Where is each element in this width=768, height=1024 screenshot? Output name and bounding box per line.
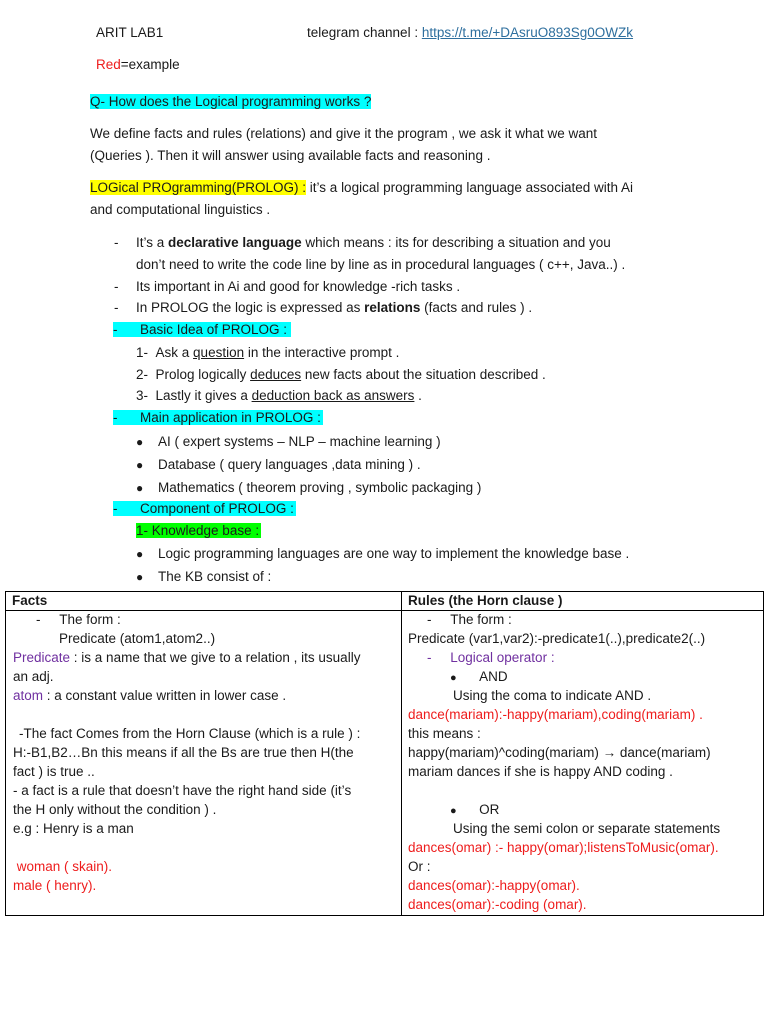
predicate-word: Predicate: [13, 650, 71, 665]
main-app-heading: - Main application in PROLOG :: [113, 410, 321, 425]
app-item-database: Database ( query languages ,data mining ) .: [158, 457, 421, 472]
logical-operator-label: Logical operator :: [450, 650, 555, 665]
intro-line-2: (Queries ). Then it will answer using available facts and reasoning .: [90, 148, 491, 163]
item-text: in the interactive prompt .: [244, 345, 400, 360]
lab-title: ARIT LAB1: [96, 25, 164, 40]
logical-operator-line: - Logical operator :: [427, 650, 555, 665]
dash-bullet: -: [114, 279, 119, 294]
basic-idea-label: Basic Idea of PROLOG :: [140, 322, 288, 337]
intro-line-1: We define facts and rules (relations) and give it the program , we ask it what we want: [90, 126, 597, 141]
component-heading: - Component of PROLOG :: [113, 501, 294, 516]
or-line: [450, 802, 499, 817]
facts-example-2: male ( henry).: [13, 878, 97, 893]
bullet-bold: declarative language: [168, 235, 302, 250]
facts-form-label: The form :: [59, 612, 121, 627]
rules-cell: [402, 611, 764, 916]
item-text: .: [414, 388, 422, 403]
kb-item-2: The KB consist of :: [158, 569, 272, 584]
facts-content: [6, 611, 401, 915]
telegram-label: [307, 25, 633, 40]
bullet-dot: ●: [136, 458, 144, 472]
and-line: [450, 669, 508, 684]
rules-header: Rules (the Horn clause ): [408, 593, 563, 608]
bullet-dot: ●: [136, 547, 144, 561]
question-heading: Q- How does the Logical programming works ?: [90, 94, 372, 109]
bullet-text: (facts and rules ) .: [420, 300, 533, 315]
basic-idea-heading: - Basic Idea of PROLOG :: [113, 322, 291, 337]
facts-horn-5: the H only without the condition ) .: [13, 802, 217, 817]
item-underlined: question: [193, 345, 245, 360]
bullet-dot: ●: [450, 672, 457, 684]
facts-form-line: - The form :: [36, 612, 121, 627]
facts-form: Predicate (atom1,atom2..): [59, 631, 216, 646]
telegram-label-text: telegram channel :: [307, 25, 422, 40]
dash-bullet: -: [114, 300, 119, 315]
and-example: dance(mariam):-happy(mariam),coding(mariam) .: [408, 707, 703, 722]
facts-header-cell: [6, 592, 402, 611]
prolog-definition-line2: and computational linguistics .: [90, 202, 271, 217]
means-formula: [408, 745, 711, 760]
item-text: Prolog logically: [155, 367, 251, 382]
item-number: 1-: [136, 345, 149, 360]
means-formula-left: happy(mariam)^coding(mariam): [408, 745, 603, 760]
or-desc: Using the semi colon or separate statements: [453, 821, 721, 836]
predicate-desc: : is a name that we give to a relation , its usually: [70, 650, 361, 665]
prolog-definition-text: it’s a logical programming language associated with Ai: [306, 180, 633, 195]
main-app-label: Main application in PROLOG :: [140, 410, 321, 425]
or-example-2: dances(omar):-happy(omar).: [408, 878, 580, 893]
basic-item-1: [136, 345, 399, 360]
rules-content: [402, 611, 763, 915]
prolog-definition-term: LOGical PROgramming(PROLOG) :: [90, 180, 307, 195]
rules-form-line: - The form :: [427, 612, 512, 627]
prolog-definition: [90, 180, 633, 195]
facts-horn-2: H:-B1,B2…Bn this means if all the Bs are true then H(the: [13, 745, 354, 760]
bullet-dot: ●: [136, 570, 144, 584]
legend-rest: =example: [120, 57, 180, 72]
component-label: Component of PROLOG :: [140, 501, 294, 516]
item-number: 2-: [136, 367, 149, 382]
facts-atom-line: [13, 688, 286, 703]
facts-horn-4: - a fact is a rule that doesn’t have the right hand side (it’s: [13, 783, 352, 798]
telegram-link[interactable]: https://t.me/+DAsruO893Sg0OWZk: [421, 25, 634, 40]
or-example-3: dances(omar):-coding (omar).: [408, 897, 587, 912]
facts-example-label: e.g : Henry is a man: [13, 821, 134, 836]
facts-horn-3: fact ) is true ..: [13, 764, 95, 779]
item-underlined: deduction back as answers: [251, 388, 415, 403]
bullet-text: In PROLOG the logic is expressed as: [136, 300, 365, 315]
facts-example-1: woman ( skain).: [13, 859, 113, 874]
dash-bullet: -: [114, 235, 119, 250]
bullet-text: It’s a: [136, 235, 169, 250]
and-label: AND: [479, 669, 508, 684]
basic-item-3: [136, 388, 422, 403]
atom-desc: : a constant value written in lower case .: [43, 688, 287, 703]
bullet-dot: ●: [136, 435, 144, 449]
atom-word: atom: [13, 688, 44, 703]
facts-horn-1: -The fact Comes from the Horn Clause (which is a rule ) :: [19, 726, 361, 741]
means-label: this means :: [408, 726, 481, 741]
app-item-math: Mathematics ( theorem proving , symbolic packaging ): [158, 480, 482, 495]
kb-item-1: Logic programming languages are one way to implement the knowledge base .: [158, 546, 630, 561]
or-label: OR: [479, 802, 500, 817]
item-text: new facts about the situation described .: [301, 367, 546, 382]
item-number: 3-: [136, 388, 149, 403]
bullet-declarative: [136, 235, 611, 250]
means-text: mariam dances if she is happy AND coding .: [408, 764, 673, 779]
facts-predicate-line2: an adj.: [13, 669, 54, 684]
bullet-dot: ●: [450, 805, 457, 817]
item-text: Lastly it gives a: [155, 388, 252, 403]
item-text: Ask a: [155, 345, 194, 360]
bullet-important: Its important in Ai and good for knowledge -rich tasks .: [136, 279, 461, 294]
facts-rules-table: [5, 591, 764, 916]
legend-red-word: Red: [96, 57, 121, 72]
knowledge-base-heading: 1- Knowledge base :: [136, 523, 260, 538]
facts-predicate-line: [13, 650, 360, 665]
facts-header: Facts: [12, 593, 48, 608]
bullet-dot: ●: [136, 481, 144, 495]
bullet-text: which means : its for describing a situation and you: [301, 235, 611, 250]
bullet-declarative-line2: don’t need to write the code line by line as in procedural languages ( c++, Java..) .: [136, 257, 626, 272]
or-word: Or :: [408, 859, 431, 874]
app-item-ai: AI ( expert systems – NLP – machine learning ): [158, 434, 441, 449]
facts-cell: [6, 611, 402, 916]
means-formula-right: dance(mariam): [616, 745, 711, 760]
or-example: dances(omar) :- happy(omar);listensToMusic(omar).: [408, 840, 719, 855]
bullet-relations: [136, 300, 532, 315]
bullet-bold: relations: [364, 300, 421, 315]
arrow-icon: →: [602, 745, 617, 760]
item-underlined: deduces: [250, 367, 302, 382]
rules-form-label: The form :: [450, 612, 512, 627]
legend: [96, 57, 180, 72]
rules-form: Predicate (var1,var2):-predicate1(..),predicate2(..): [408, 631, 706, 646]
rules-header-cell: [402, 592, 764, 611]
and-desc: Using the coma to indicate AND .: [453, 688, 652, 703]
basic-item-2: [136, 367, 546, 382]
